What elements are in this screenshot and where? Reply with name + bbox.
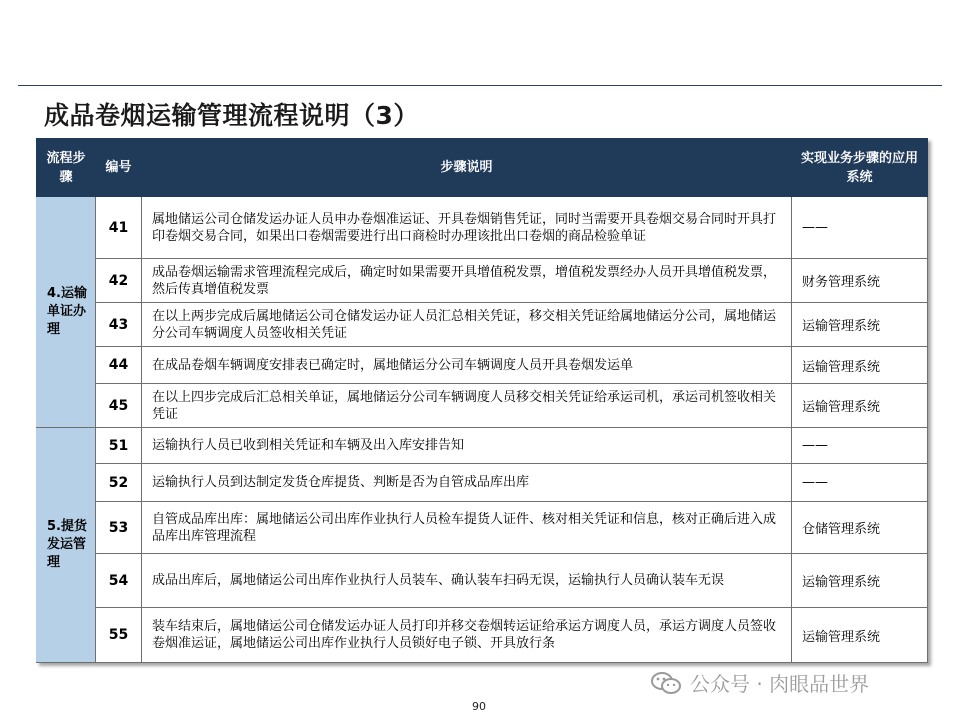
table-row — [37, 502, 928, 554]
group-label-4: 4.运输单证办理 — [37, 197, 96, 428]
row-description: 在以上四步完成后汇总相关单证，属地储运分公司车辆调度人员移交相关凭证给承运司机，承运司机签收相关凭证 — [142, 384, 792, 428]
header-description: 步骤说明 — [142, 139, 792, 197]
row-number: 42 — [96, 259, 142, 303]
row-system: 运输管理系统 — [792, 608, 928, 663]
row-description: 运输执行人员到达制定发货仓库提货、判断是否为自管成品库出库 — [142, 464, 792, 502]
table-row — [37, 197, 928, 259]
row-system: 运输管理系统 — [792, 347, 928, 384]
header-number: 编号 — [96, 139, 142, 197]
table-row — [37, 259, 928, 303]
row-system: 财务管理系统 — [792, 259, 928, 303]
row-system: —— — [792, 197, 928, 259]
row-number: 55 — [96, 608, 142, 663]
row-description: 成品卷烟运输需求管理流程完成后，确定时如果需要开具增值税发票，增值税发票经办人员开具增值税发票，然后传真增值税发票 — [142, 259, 792, 303]
row-number: 45 — [96, 384, 142, 428]
row-description: 在成品卷烟车辆调度安排表已确定时，属地储运分公司车辆调度人员开具卷烟发运单 — [142, 347, 792, 384]
table-row — [37, 464, 928, 502]
watermark — [650, 668, 869, 697]
row-description: 装车结束后，属地储运公司仓储发运办证人员打印并移交卷烟转运证给承运方调度人员，承运方调度人员签收卷烟准运证，属地储运公司出库作业执行人员锁好电子锁、开具放行条 — [142, 608, 792, 663]
row-number: 44 — [96, 347, 142, 384]
row-description: 自管成品库出库：属地储运公司出库作业执行人员检车提货人证件、核对相关凭证和信息，核对正确后进入成品库出库管理流程 — [142, 502, 792, 554]
row-number: 51 — [96, 428, 142, 464]
page-title: 成品卷烟运输管理流程说明（3） — [44, 101, 419, 130]
watermark-text: 公众号 · 肉眼品世界 — [690, 672, 870, 696]
row-number: 43 — [96, 303, 142, 347]
row-number: 52 — [96, 464, 142, 502]
row-system: 仓储管理系统 — [792, 502, 928, 554]
table-row — [37, 554, 928, 608]
header-step: 流程步骤 — [37, 139, 96, 197]
table-row — [37, 384, 928, 428]
table-row — [37, 608, 928, 663]
row-number: 53 — [96, 502, 142, 554]
wechat-icon — [650, 671, 682, 695]
row-description: 运输执行人员已收到相关凭证和车辆及出入库安排告知 — [142, 428, 792, 464]
header-system: 实现业务步骤的应用系统 — [792, 139, 928, 197]
table-row — [37, 428, 928, 464]
group-label-5: 5.提货发运管理 — [37, 428, 96, 663]
row-description: 属地储运公司仓储发运办证人员申办卷烟准运证、开具卷烟销售凭证，同时当需要开具卷烟交易合同时开具打印卷烟交易合同，如果出口卷烟需要进行出口商检时办理该批出口卷烟的商品检验单证 — [142, 197, 792, 259]
row-system: 运输管理系统 — [792, 554, 928, 608]
row-system: —— — [792, 428, 928, 464]
row-system: 运输管理系统 — [792, 303, 928, 347]
process-table — [36, 138, 928, 663]
row-description: 在以上两步完成后属地储运公司仓储发运办证人员汇总相关凭证，移交相关凭证给属地储运分公司，属地储运分公司车辆调度人员签收相关凭证 — [142, 303, 792, 347]
row-number: 54 — [96, 554, 142, 608]
page-number: 90 — [472, 700, 486, 713]
table-header-row — [37, 139, 928, 197]
table-row — [37, 303, 928, 347]
row-system: —— — [792, 464, 928, 502]
header-rule — [18, 85, 942, 86]
row-description: 成品出库后，属地储运公司出库作业执行人员装车、确认装车扫码无误，运输执行人员确认装车无误 — [142, 554, 792, 608]
row-system: 运输管理系统 — [792, 384, 928, 428]
row-number: 41 — [96, 197, 142, 259]
table-row — [37, 347, 928, 384]
